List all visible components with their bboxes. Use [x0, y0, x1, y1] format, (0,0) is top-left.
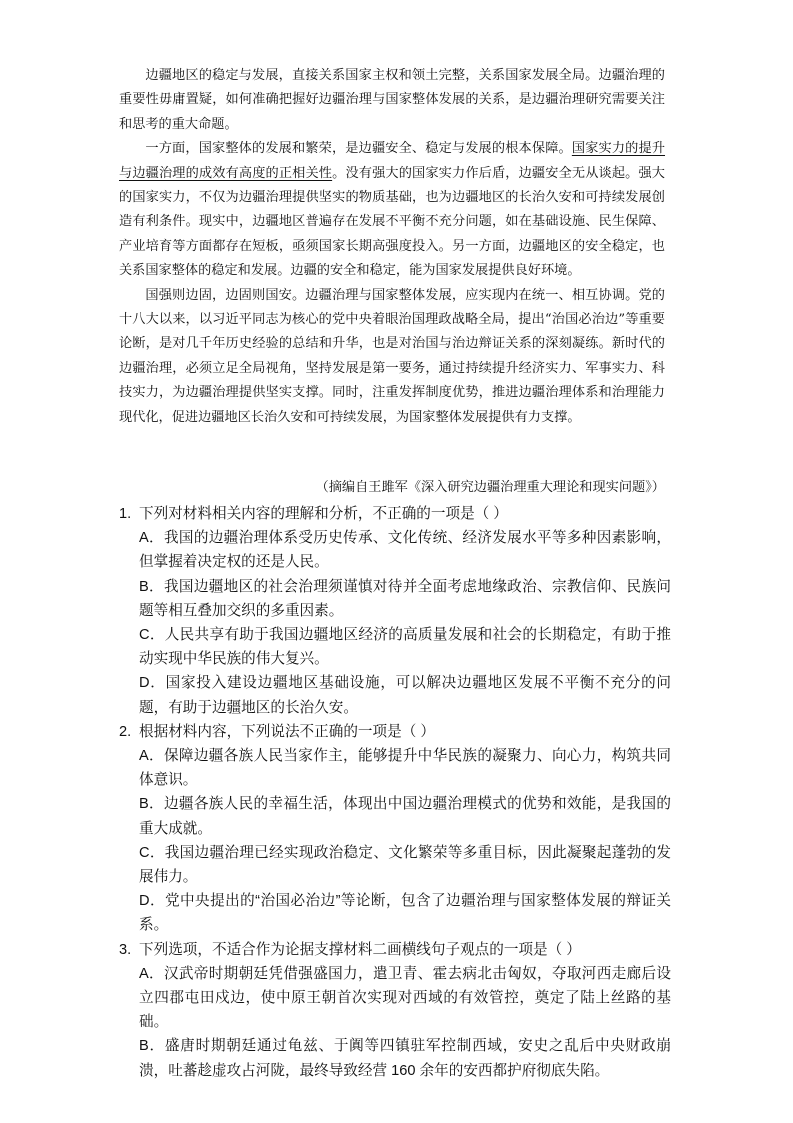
source-citation: （摘编自王雎军《深入研究边疆治理重大理论和现实问题》）	[315, 480, 665, 495]
passage-paragraph-2-text-b: 。没有强大的国家实力作后盾，边疆安全无从谈起。强大的国家实力，不仅为边疆治理提供坚实的物质基础，也为边疆地区的长治久安和可持续发展创造有利条件。现实中，边疆地区普遍存在发展不平衡不充分问题，如在基础设施、民生保障、产业培育等方面都存在短板，亟须国家长期高强度投入。另一方面，边疆地区的安全稳定，也关系国家整体的稳定和发展。边疆的安全和稳定，能为国家发展提供良好环境。	[119, 165, 665, 279]
question-number: 3.	[119, 941, 132, 958]
question-text: 下列对材料相关内容的理解和分析，不正确的一项是（ ）	[139, 506, 508, 522]
option-b: B．盛唐时期朝廷通过龟兹、于阗等四镇驻军控制西域，安史之乱后中央财政崩溃，吐蕃趁虚攻占河陇，最终导致经营 160 余年的安西都护府彻底失陷。	[139, 1038, 671, 1079]
option-a: A．保障边疆各族人民当家作主，能够提升中华民族的凝聚力、向心力，构筑共同体意识。	[139, 748, 671, 789]
passage-paragraph-1: 边疆地区的稳定与发展，直接关系国家主权和领土完整，关系国家发展全局。边疆治理的重要性毋庸置疑，如何准确把握好边疆治理与国家整体发展的关系，是边疆治理研究需要关注和思考的重大命题。	[119, 68, 665, 132]
option-b: B．我国边疆地区的社会治理须谨慎对待并全面考虑地缘政治、宗教信仰、民族问题等相互叠加交织的多重因素。	[139, 578, 671, 619]
question-2	[119, 720, 671, 938]
option-a: A．我国的边疆治理体系受历史传承、文化传统、经济发展水平等多种因素影响，但掌握着决定权的还是人民。	[139, 530, 671, 571]
question-text: 下列选项，不适合作为论据支撑材料二画横线句子观点的一项是（ ）	[139, 941, 581, 958]
question-number: 1.	[119, 506, 132, 522]
passage-paragraph-2	[119, 137, 665, 283]
question-stem	[119, 720, 671, 744]
option-d: D．国家投入建设边疆地区基础设施，可以解决边疆地区发展不平衡不充分的问题，有助于边疆地区的长治久安。	[139, 675, 671, 716]
passage-paragraph-3: 国强则边固，边固则国安。边疆治理与国家整体发展，应实现内在统一、相互协调。党的十八大以来，以习近平同志为核心的党中央着眼治国理政战略全局，提出“治国必治边”等重要论断，是对几千年历史经验的总结和升华，也是对治国与治边辩证关系的深刻凝练。新时代的边疆治理，必须立足全局视角，坚持发展是第一要务，通过持续提升经济实力、军事实力、科技实力，为边疆治理提供坚实支撑。同时，注重发挥制度优势，推进边疆治理体系和治理能力现代化，促进边疆地区长治久安和可持续发展，为国家整体发展提供有力支撑。	[119, 287, 665, 425]
question-stem	[119, 938, 671, 962]
reading-passage	[119, 64, 665, 430]
option-c: C．我国边疆治理已经实现政治稳定、文化繁荣等多重目标，因此凝聚起蓬勃的发展伟力。	[139, 844, 671, 886]
underlined-sentence: 国家实力的提升与边疆治理的成效有高度的正相关性	[119, 141, 666, 181]
question-1	[119, 502, 671, 720]
passage-paragraph-2-text-a: 一方面，国家整体的发展和繁荣，是边疆安全、稳定与发展的根本保障。	[145, 141, 572, 157]
option-b: B．边疆各族人民的幸福生活，体现出中国边疆治理模式的优势和效能，是我国的重大成就。	[139, 796, 671, 837]
option-d: D．党中央提出的“治国必治边”等论断，包含了边疆治理与国家整体发展的辩证关系。	[139, 893, 671, 934]
question-3	[119, 938, 671, 1083]
question-text: 根据材料内容，下列说法不正确的一项是（ ）	[139, 723, 435, 740]
question-stem	[119, 502, 671, 526]
question-list	[119, 502, 671, 1083]
question-number: 2.	[119, 723, 132, 740]
option-c: C．人民共享有助于我国边疆地区经济的高质量发展和社会的长期稳定，有助于推动实现中华民族的伟大复兴。	[139, 627, 671, 668]
option-a: A．汉武帝时期朝廷凭借强盛国力，遣卫青、霍去病北击匈奴，夺取河西走廊后设立四郡屯田戍边，使中原王朝首次实现对西域的有效管控，奠定了陆上丝路的基础。	[139, 965, 671, 1031]
